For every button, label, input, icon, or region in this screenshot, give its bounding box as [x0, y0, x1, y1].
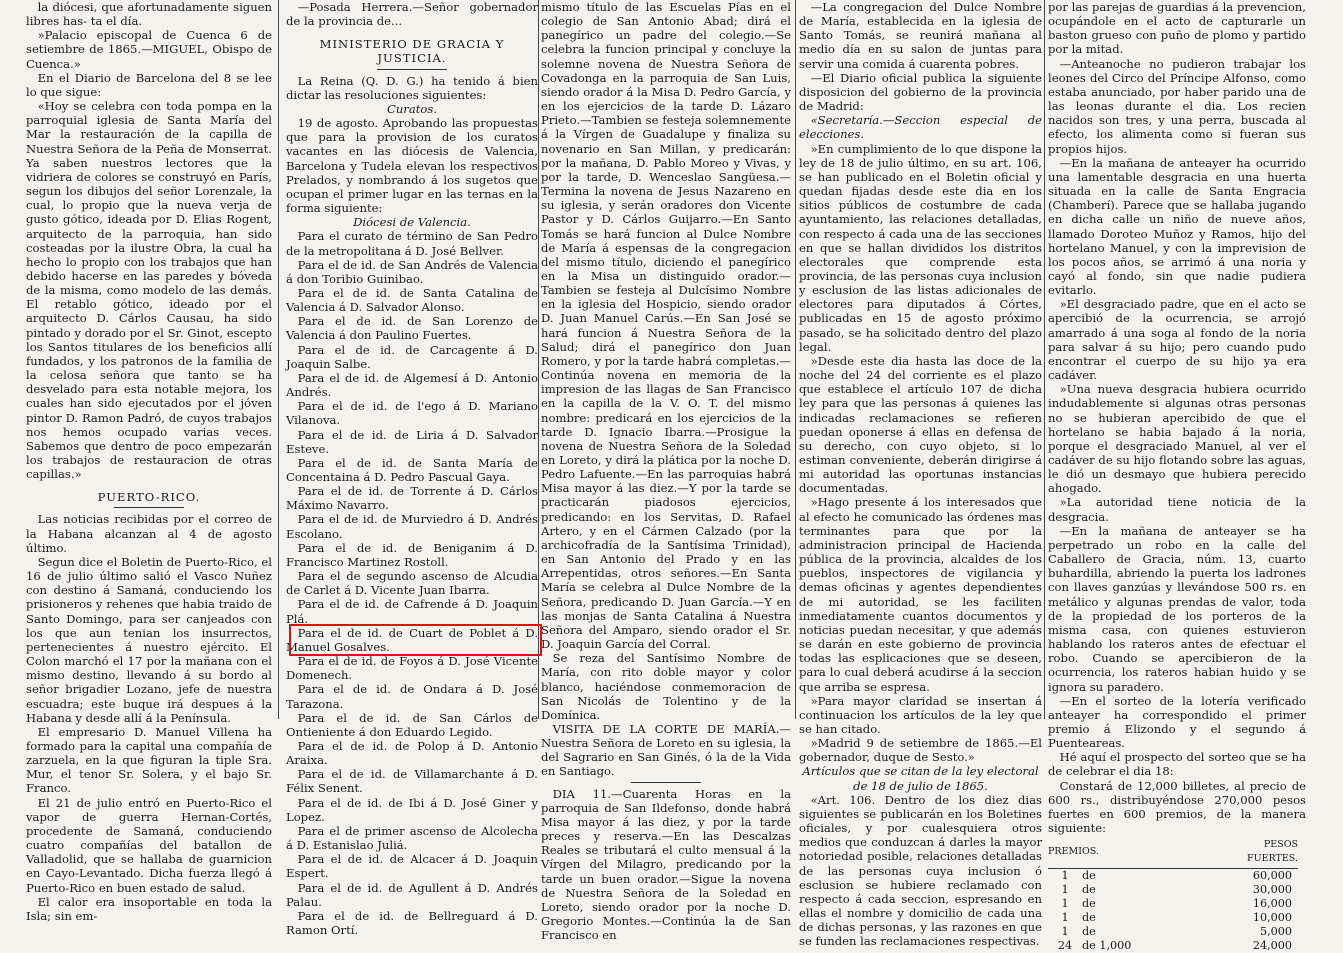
paragraph: «Secretaría.—Seccion especial de elecciones. — [799, 113, 1042, 142]
paragraph: Para el de id. de San Lorenzo de Valencia á don Paulino Fuertes. — [286, 314, 538, 343]
prize-qty: 1 — [1061, 925, 1069, 939]
column-divider — [1044, 0, 1045, 719]
paragraph: Para el de id. de Ibi á D. José Giner y Lopez. — [286, 795, 538, 824]
paragraph: «Hoy se celebra con toda pompa en la parroquial iglesia de Santa María del Mar la restauración de la capilla de Nuestra Señora de la Peña de Monserrat. Ya saben nuestros lectores que la vidriera de colores se construyó en París, segun los dibujos del señor Lorenzale, la cual, lo propio que la nueva verja de gusto gótico, ideada por D. Elias Rogent, arquitecto de la parroquia, han sido costeadas por la ilustre Obra, la cual ha hecho lo propio con los trabajos que han debido hacerse en las paredes y bóveda de la misma, como modelo de las demás. El retablo gótico, ideado por el arquitecto D. Cárlos Causau, ha sido pintado y dorado por el Sr. Ginot, escepto los Santos titulares de los beneficios allí fundados, y los patronos de la familia de la celosa señora que tanto se ha desvelado para esta notable mejora, los cuales han sido ejecutados por el jóven pintor D. Ramon Padró, de cuyos trabajos nos hemos ocupado varias veces. Sabemos que dentro de poco empezarán los trabajos de restauracion de otras capillas.» — [26, 99, 272, 482]
paragraph: Hé aquí el prospecto del sorteo que se ha de celebrar el dia 18: — [1048, 750, 1306, 779]
prize-de: de — [1082, 925, 1096, 939]
paragraph: Para el de id. de Cuart de Poblet á D. Manuel Gosalves. — [286, 625, 538, 654]
paragraph: la diócesi, que afortunadamente siguen libres has- ta el día. — [26, 0, 272, 29]
paragraph: El 21 de julio entró en Puerto-Rico el vapor de guerra Hernan-Cortés, procedente de Samaná, conduciendo cuatro compañías del batallon de Valladolid, que se hallaba de guarnicion en Cayo-Levantado. Dicha fuerza llegó á Puerto-Rico en buen estado de salud. — [26, 795, 272, 895]
paragraph: Para el de id. de Villamarchante á D. Félix Senent. — [286, 767, 538, 796]
prize-de: de 1,000 — [1082, 939, 1132, 953]
prize-amt: 5,000 — [1259, 925, 1292, 939]
column-4 — [799, 0, 1042, 949]
paragraph: Curatos. — [386, 101, 438, 116]
paragraph: Para el de id. de l'ego á D. Mariano Vilanova. — [286, 399, 538, 428]
prize-de: de — [1082, 911, 1096, 924]
prize-amt: 60,000 — [1252, 868, 1292, 882]
prize-header-right: PESOS FUERTES. — [1232, 838, 1298, 868]
prize-row — [1048, 883, 1298, 897]
paragraph: »Para mayor claridad se insertan á continuacion los artículos de la ley que se han citado. — [799, 693, 1042, 736]
column-5 — [1048, 0, 1306, 953]
prize-de: de — [1082, 896, 1096, 910]
prize-row — [1048, 925, 1298, 939]
column-divider — [278, 0, 279, 719]
prize-amt: 30,000 — [1252, 882, 1292, 896]
paragraph: —La congregacion del Dulce Nombre de María, establecida en la iglesia de Santo Tomás, se reunirá mañana al medio día en su salon de juntas para servir una comida á cuarenta pobres. — [799, 0, 1042, 71]
section-rule — [631, 782, 701, 783]
prize-row — [1048, 911, 1298, 925]
paragraph: »La autoridad tiene noticia de la desgracia. — [1048, 495, 1306, 524]
paragraph: El calor era insoportable en toda la Isla; sin em- — [26, 894, 272, 923]
section-rule — [377, 69, 447, 70]
paragraph: »Palacio episcopal de Cuenca 6 de setiembre de 1865.—MIGUEL, Obispo de Cuenca.» — [26, 28, 272, 71]
paragraph: Para el de segundo ascenso de Alcudia de Carlet á D. Vicente Juan Ibarra. — [286, 569, 538, 598]
prize-qty: 24 — [1057, 939, 1073, 953]
paragraph: Constará de 12,000 billetes, al precio de 600 rs., distribuyéndose 270,000 pesos fuertes en 600 premios, de la manera siguiente: — [1048, 778, 1306, 836]
paragraph: La Reina (Q. D. G.) ha tenido á bien dictar las resoluciones siguientes: — [286, 73, 538, 102]
paragraph: —En la mañana de anteayer ha ocurrido una lamentable desgracia en una huerta situada en la calle de Santa Engracia (Chamberí). Parece que se hallaba jugando en dicha calle un niño de nueve años, llamado Doroteo Muñoz y Ramos, hijo del hortelano Manuel, y con la imprevision de los pocos años, se arrimó á una noria y cayó al fondo, sin que nadie pudiera evitarlo. — [1048, 155, 1306, 298]
prize-de: de — [1082, 882, 1096, 896]
paragraph: Para el de id. de Agullent á D. Andrés Palau. — [286, 880, 538, 909]
column-divider — [538, 0, 539, 719]
spacer — [286, 28, 538, 37]
prize-row — [1048, 897, 1298, 911]
paragraph: Para el de id. de Cafrende á D. Joaquin Plá. — [286, 597, 538, 626]
paragraph: »El desgraciado padre, que en el acto se apercibió de la ocurrencia, se arrojó amarrado á una soga al fondo de la noria para salvar á su hijo; pero cuando pudo encontrar el cuerpo de su hijo ya era cadáver. — [1048, 297, 1306, 383]
paragraph: Para el curato de término de San Pedro de la metropolitana á D. José Bellver. — [286, 229, 538, 258]
paragraph: —En la mañana de anteayer se ha perpetrado un robo en la calle del Caballero de Gracia, núm. 13, cuarto buhardilla, abriendo la puerta los ladrones con llaves ganzúas y llevándose 500 rs. en metálico y algunas prendas de valor, toda de la propiedad de los porteros de la misma casa, con quienes estuvieron hablando los rateros antes de efectuar el robo. Cuando se apercibieron de la ocurrencia, los rateros habian huido y se ignora su paradero. — [1048, 523, 1306, 694]
prize-header-left: PREMIOS. — [1048, 838, 1232, 868]
paragraph: Para el de id. de Foyos á D. José Vicente Domenech. — [286, 654, 538, 683]
paragraph: —El Diario oficial publica la siguiente disposicion del gobierno de la provincia de Madrid: — [799, 70, 1042, 114]
prize-qty: 1 — [1061, 896, 1069, 910]
prize-table — [1048, 838, 1298, 953]
paragraph: Para el de primer ascenso de Alcolecha á D. Estanislao Juliá. — [286, 823, 538, 853]
column-1 — [26, 0, 272, 923]
paragraph: »En cumplimiento de lo que dispone la ley de 18 de julio último, en su art. 106, se han publicado en el Boletin oficial y quedan fijadas desde este dia en los sitios públicos de costumbre de cada ayuntamiento, las relaciones detalladas, con respecto á cada una de las secciones en que se hallan divididos los distritos electorales que comprende esta provincia, de las personas cuya inclusion y esclusion de las listas adicionales de electores para diputados á Córtes, publicadas en 15 de agosto próximo pasado, se ha solicitado dentro del plazo legal. — [799, 141, 1042, 354]
paragraph: VISITA DE LA CORTE DE MARÍA.—Nuestra Señora de Loreto en su iglesia, la del Sagrario en San Ginés, ó la de la Vida en Santiago. — [541, 721, 791, 779]
paragraph: Se reza del Santísimo Nombre de María, con rito doble mayor y color blanco, haciéndose conmemoracion de San Nicolás de Tolentino y de la Domínica. — [541, 651, 791, 722]
prize-row — [1048, 868, 1298, 883]
prize-amt: 10,000 — [1252, 911, 1292, 924]
paragraph: —En el sorteo de la lotería verificado anteayer ha correspondido el primer premio á Elizondo y el segundo á Puenteareas. — [1048, 693, 1306, 751]
prize-de: de — [1082, 868, 1096, 882]
paragraph: Para el de id. de Torrente á D. Cárlos Máximo Navarro. — [286, 484, 538, 513]
paragraph: »Hago presente á los interesados que al efecto he comunicado las órdenes mas terminantes para que por la administracion principal de Hacienda pública de la provincia, alcaldes de los pueblos, inspectores de vigilancia y demas oficinas y agentes dependientes de mi autoridad, se les faciliten inmediatamente cuantos documentos y noticias puedan necesitar, y que además se darán en este gobierno de provincia todas las esplicaciones que se deseen, para lo cual deberá acudirse á la seccion que arriba se espresa. — [799, 495, 1042, 694]
column-2 — [286, 0, 538, 937]
paragraph: DIA 11.—Cuarenta Horas en la parroquia de San Ildefonso, donde habrá Misa mayor á las diez, y por la tarde preces y reserva.—En las Descalzas Reales se tributará el culto mensual á la Vírgen del Milagro, predicando por la tarde un buen orador.—Sigue la novena de Nuestra Señora de la Soledad en Loreto, siendo orador por la noche D. Gregorio Montes.—Continúa la de San Francisco en — [541, 786, 791, 943]
paragraph: —Anteanoche no pudieron trabajar los leones del Circo del Príncipe Alfonso, como estaba anunciado, por haber parido una de las leonas durante el dia. Los recien nacidos son tres, y una perra, buscada al efecto, los alimenta como si fueran sus propios hijos. — [1048, 56, 1306, 156]
paragraph: Para el de id. de Liria á D. Salvador Esteve. — [286, 427, 538, 456]
paragraph: «Art. 106. Dentro de los diez dias siguientes se publicarán en los Boletines oficiales, y por cualesquiera otros medios que conduzcan á darles la mayor notoriedad posible, relaciones detalladas de las personas cuya inclusion ó esclusion se hubiere reclamado con respecto á cada seccion, espresando en ellas el nombre y domicilio de cada una de dichas personas, y las razones en que se funden las reclamaciones respectivas. — [799, 792, 1042, 949]
paragraph: Para el de id. de San Cárlos de Ontieniente á don Eduardo Legido. — [286, 710, 538, 739]
prize-qty: 1 — [1061, 911, 1069, 924]
paragraph: »Madrid 9 de setiembre de 1865.—El gobernador, duque de Sesto.» — [799, 736, 1042, 765]
prize-qty: 1 — [1061, 882, 1069, 896]
paragraph: Para el de id. de Santa María de Concentaina á D. Pedro Pascual Gaya. — [286, 455, 538, 484]
paragraph: Para el de id. de Carcagente á D. Joaquin Salbe. — [286, 342, 538, 371]
paragraph: Para el de id. de Polop á D. Antonio Araixa. — [286, 738, 538, 768]
paragraph: mismo título de las Escuelas Pías en el colegio de San Antonio Abad; dirá el panegírico un padre del colegio.—Se celebra la funcion principal y concluye la solemne novena de Nuestra Señora de Covadonga en la parroquia de San Luis, siendo orador á la Misa D. Pedro García, y en los ejercicios de la tarde D. Lázaro Prieto.—Tambien se festeja solemnemente á la Vírgen de Guadalupe y finaliza su novenario en San Millan, y predicarán: por la mañana, D. Pablo Moreo y Vivas, y por la tarde, D. Wenceslao Sangüesa.—Termina la novena de Jesus Nazareno en su iglesia, y serán oradores don Vicente Pastor y D. Cárlos Guijarro.—En Santo Tomás se hará funcion al Dulce Nombre de María á espensas de la congregacion del mismo título, diciendo el panegírico en la Misa un distinguido orador.—Tambien se festeja al Dulcísimo Nombre en la iglesia del Hospicio, siendo orador D. Juan Manuel Carús.—En San José se hará funcion á Nuestra Señora de la Salud; dirá el panegírico don Juan Romero, y por la tarde habrá completas.—Continúa novena en memoria de la impresion de las llagas de San Francisco en la capilla de la V. O. T. del mismo nombre: predicará en los ejercicios de la tarde D. Ignacio Ibarra.—Prosigue la novena de Nuestra Señora de la Soledad en Loreto, y dirá la plática por la noche D. Pedro Lafuente.—En las parroquias habrá Misa mayor á las diez.—Y por la tarde se practicarán piadosos ejercicios, predicando: en los Servitas, D. Rafael Artero, y en el Cármen Calzado (por la archicofradía de la Santísima Trinidad), en San Antonio del Prado y en las Arrepentidas, otros señores.—En Santa María se celebra al Dulce Nombre de la Señora, predicando D. Juan García.—Y en las monjas de Santa Catalina á Nuestra Señora del Amparo, siendo orador el Sr. D. Joaquin García del Corral. — [541, 0, 791, 652]
paragraph: por las parejas de guardias á la prevencion, ocupándole en el acto de capturarle un baston grueso con puño de plomo y partido por la mitad. — [1048, 0, 1306, 57]
section-heading: MINISTERIO DE GRACIA Y JUSTICIA. — [319, 37, 505, 66]
paragraph: Para el de id. de Murviedro á D. Andrés Escolano. — [286, 512, 538, 541]
column-3 — [541, 0, 791, 943]
prize-amt: 16,000 — [1252, 896, 1292, 910]
prize-row — [1048, 939, 1298, 953]
prize-qty: 1 — [1061, 868, 1069, 882]
paragraph: Diócesi de Valencia. — [353, 215, 471, 230]
paragraph: —Posada Herrera.—Señor gobernador de la provincia de... — [286, 0, 538, 29]
paragraph: »Una nueva desgracia hubiera ocurrido indudablemente si algunas otras personas no se hubieran apercibido de que el hortelano se habia bajado á la noria, porque el desgraciado Manuel, al ver el cadáver de su hijo flotando sobre las aguas, le dió un desmayo que hubiera perecido ahogado. — [1048, 382, 1306, 496]
paragraph: Segun dice el Boletin de Puerto-Rico, el 16 de julio último salió el Vasco Nuñez con destino á Samaná, conduciendo los prisioneros y rehenes que habia traido de Santo Domingo, para ser canjeados con los que aun tenian los insurrectos, pertenecientes á nuestro ejército. El Colon marchó el 17 por la mañana con el mismo destino, llevando á su bordo al señor brigadier Lozano, jefe de nuestra escuadra; este buque irá despues á la Habana y desde allí á la Península. — [26, 554, 272, 725]
section-heading: PUERTO-RICO. — [97, 490, 201, 505]
prize-amt: 24,000 — [1252, 939, 1292, 953]
paragraph: El empresario D. Manuel Villena ha formado para la capital una compañía de zarzuela, en la que figuran la tiple Sra. Mur, el tenor Sr. Solera, y el bajo Sr. Franco. — [26, 724, 272, 796]
paragraph: 19 de agosto. Aprobando las propuestas que para la provision de los curatos vacantes en las diócesis de Valencia, Barcelona y Tudela elevan los respectivos Prelados, y nombrando á los sugetos que ocupan el primer lugar en las ternas en la forma siguiente: — [286, 116, 538, 216]
paragraph: Para el de id. de Bellreguard á D. Ramon Ortí. — [286, 908, 538, 937]
section-rule — [114, 507, 184, 508]
paragraph: Para el de id. de Santa Catalina de Valencia á D. Salvador Alonso. — [286, 285, 538, 315]
paragraph: Artículos que se citan de la ley electoral de 18 de julio de 1865. — [802, 764, 1039, 793]
paragraph: En el Diario de Barcelona del 8 se lee lo que sigue: — [26, 70, 272, 99]
paragraph: Para el de id. de San Andrés de Valencia á don Toribio Guinibao. — [286, 257, 538, 286]
paragraph: Para el de id. de Algemesí á D. Antonio Andrés. — [286, 370, 538, 400]
spacer — [26, 481, 272, 490]
paragraph: Las noticias recibidas por el correo de la Habana alcanzan al 4 de agosto último. — [26, 512, 272, 555]
column-divider — [795, 0, 796, 719]
paragraph: Para el de id. de Ondara á D. José Tarazona. — [286, 682, 538, 711]
paragraph: Para el de id. de Beniganim á D. Francisco Martinez Rostoll. — [286, 540, 538, 569]
paragraph: Para el de id. de Alcacer á D. Joaquin Espert. — [286, 852, 538, 881]
paragraph: »Desde este dia hasta las doce de la noche del 24 del corriente es el plazo que establece el artículo 107 de dicha ley para que las personas á quienes las indicadas reclamaciones se refieren puedan oponerse á ellas en defensa de su derecho, con cuyo objeto, si lo estiman conveniente, deberán dirigirse á mi autoridad las oportunas instancias documentadas. — [799, 353, 1042, 496]
